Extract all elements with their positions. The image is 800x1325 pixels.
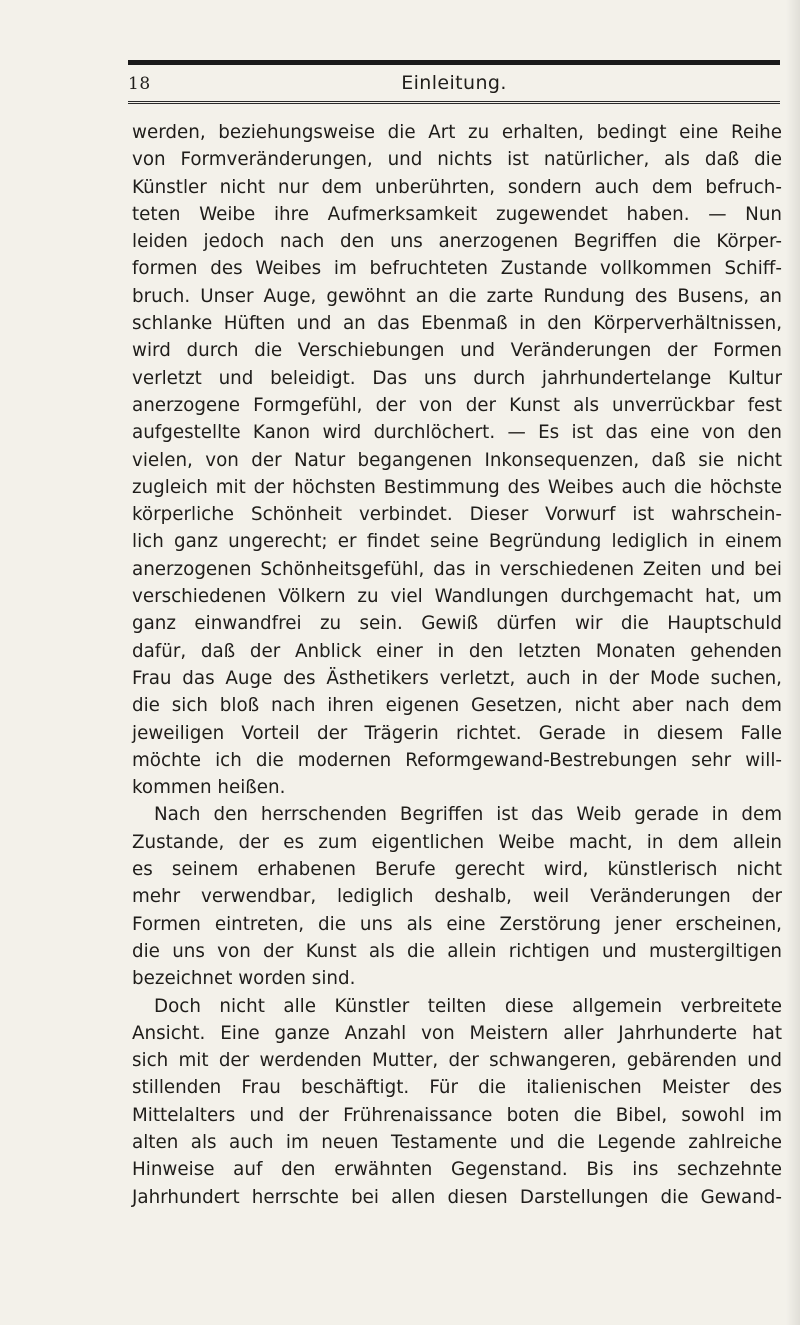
text-line: leiden jedoch nach den uns anerzogenen Begriffen die Körper- <box>132 231 782 253</box>
text-line: die uns von der Kunst als die allein richtigen und mustergiltigen <box>132 940 782 962</box>
text-line: Doch nicht alle Künstler teilten diese allgemein verbreitete <box>154 995 782 1017</box>
text-line: von Formveränderungen, und nichts ist natürlicher, als daß die <box>132 149 782 171</box>
text-line: Jahrhundert herrschte bei allen diesen Darstellungen die Gewand- <box>132 1186 782 1208</box>
text-line: stillenden Frau beschäftigt. Für die italienischen Meister des <box>132 1077 782 1099</box>
text-line: mehr verwendbar, lediglich deshalb, weil Veränderungen der <box>132 886 782 908</box>
text-line: wird durch die Verschiebungen und Veränderungen der Formen <box>132 340 782 362</box>
running-head: Einleitung. <box>401 72 507 94</box>
text-line: Hinweise auf den erwähnten Gegenstand. Bis ins sechzehnte <box>132 1159 782 1181</box>
body-text <box>132 119 782 1211</box>
text-line: Mittelalters und der Frührenaissance boten die Bibel, sowohl im <box>132 1104 782 1126</box>
text-line: teten Weibe ihre Aufmerksamkeit zugewendet haben. — Nun <box>132 203 782 225</box>
text-line: lich ganz ungerecht; er findet seine Begründung lediglich in einem <box>132 531 782 553</box>
text-line: formen des Weibes im befruchteten Zustande vollkommen Schiff- <box>132 258 782 280</box>
text-line: möchte ich die modernen Reformgewand-Bestrebungen sehr will- <box>132 749 782 771</box>
text-line: es seinem erhabenen Berufe gerecht wird, künstlerisch nicht <box>132 859 782 881</box>
text-line: körperliche Schönheit verbindet. Dieser Vorwurf ist wahrschein- <box>132 504 782 526</box>
text-line: die sich bloß nach ihren eigenen Gesetzen, nicht aber nach dem <box>132 695 782 717</box>
text-line: sich mit der werdenden Mutter, der schwangeren, gebärenden und <box>132 1050 782 1072</box>
text-line: vielen, von der Natur begangenen Inkonsequenzen, daß sie nicht <box>132 449 782 471</box>
text-line: aufgestellte Kanon wird durchlöchert. — Es ist das eine von den <box>132 422 782 444</box>
text-line: verletzt und beleidigt. Das uns durch jahrhundertelange Kultur <box>132 367 782 389</box>
page-number: 18 <box>128 74 151 94</box>
header-rule-bottom <box>128 101 780 104</box>
text-line: ganz einwandfrei zu sein. Gewiß dürfen wir die Hauptschuld <box>132 613 782 635</box>
text-line: anerzogene Formgefühl, der von der Kunst als unverrückbar fest <box>132 394 782 416</box>
page-edge-shadow <box>786 0 800 1325</box>
text-line: verschiedenen Völkern zu viel Wandlungen durchgemacht hat, um <box>132 586 782 608</box>
text-line: bruch. Unser Auge, gewöhnt an die zarte Rundung des Busens, an <box>132 285 782 307</box>
text-line: jeweiligen Vorteil der Trägerin richtet. Gerade in diesem Falle <box>132 722 782 744</box>
text-line: werden, beziehungsweise die Art zu erhalten, bedingt eine Reihe <box>132 122 782 143</box>
text-line: Nach den herrschenden Begriffen ist das Weib gerade in dem <box>154 804 782 826</box>
text-line: schlanke Hüften und an das Ebenmaß in den Körperverhältnissen, <box>132 313 782 335</box>
text-line: Zustande, der es zum eigentlichen Weibe macht, in dem allein <box>132 831 782 853</box>
text-line: alten als auch im neuen Testamente und die Legende zahlreiche <box>132 1131 782 1153</box>
text-line: Frau das Auge des Ästhetikers verletzt, auch in der Mode suchen, <box>132 667 782 689</box>
page-header <box>128 66 780 100</box>
header-rule-top <box>128 60 780 65</box>
text-line: zugleich mit der höchsten Bestimmung des Weibes auch die höchste <box>132 476 782 498</box>
text-line: dafür, daß der Anblick einer in den letzten Monaten gehenden <box>132 640 782 662</box>
text-line: Ansicht. Eine ganze Anzahl von Meistern aller Jahrhunderte hat <box>132 1022 782 1044</box>
text-line: anerzogenen Schönheitsgefühl, das in verschiedenen Zeiten und bei <box>132 558 782 580</box>
text-line: Formen eintreten, die uns als eine Zerstörung jener erscheinen, <box>132 913 782 935</box>
text-line: Künstler nicht nur dem unberührten, sondern auch dem befruch- <box>132 176 782 198</box>
text-line: bezeichnet worden sind. <box>132 968 356 990</box>
text-line: kommen heißen. <box>132 777 286 799</box>
